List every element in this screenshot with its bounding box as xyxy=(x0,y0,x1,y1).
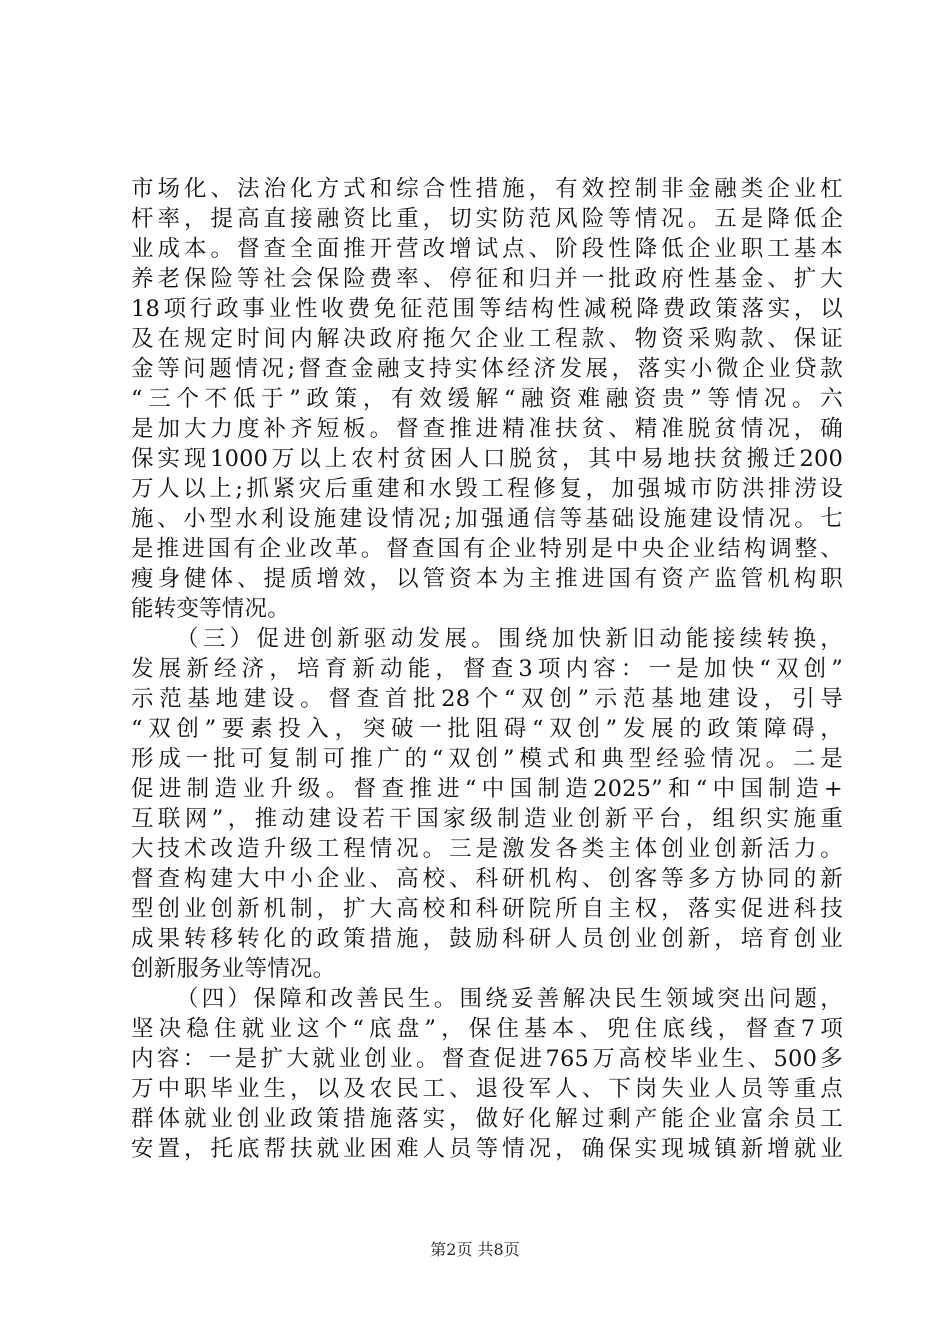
text-line: 群体就业创业政策措施落实，做好化解过剩产能企业富余员工 xyxy=(131,1106,843,1132)
text-line: 瘦身健体、提质增效，以管资本为主推进国有资产监管机构职 xyxy=(131,566,843,592)
text-line: （三）促进创新驱动发展。围绕加快新旧动能接续转换， xyxy=(176,626,843,652)
text-line: 大技术改造升级工程情况。三是激发各类主体创业创新活力。 xyxy=(131,836,843,862)
text-line: 安置，托底帮扶就业困难人员等情况，确保实现城镇新增就业 xyxy=(131,1136,843,1162)
page-footer: 第2页 共8页 xyxy=(430,1240,520,1259)
text-line: 促进制造业升级。督查推进“中国制造2025”和“中国制造+ xyxy=(131,776,843,802)
document-body xyxy=(131,174,843,1164)
text-line: 创新服务业等情况。 xyxy=(131,956,336,982)
text-line: 养老保险等社会保险费率、停征和归并一批政府性基金、扩大 xyxy=(131,266,843,292)
text-line: 发展新经济，培育新动能，督查3项内容：一是加快“双创” xyxy=(131,656,843,682)
text-line: 型创业创新机制，扩大高校和科研院所自主权，落实促进科技 xyxy=(131,896,843,922)
text-line: 内容：一是扩大就业创业。督查促进765万高校毕业生、500多 xyxy=(131,1046,843,1072)
text-line: 保实现1000万以上农村贫困人口脱贫，其中易地扶贫搬迁200 xyxy=(131,446,843,472)
text-line: 示范基地建设。督查首批28个“双创”示范基地建设，引导 xyxy=(131,686,843,712)
text-line: （四）保障和改善民生。围绕妥善解决民生领域突出问题， xyxy=(176,986,843,1012)
text-line: “三个不低于”政策，有效缓解“融资难融资贵”等情况。六 xyxy=(131,386,843,412)
text-line: 是加大力度补齐短板。督查推进精准扶贫、精准脱贫情况，确 xyxy=(131,416,843,442)
text-line: 18项行政事业性收费免征范围等结构性减税降费政策落实，以 xyxy=(131,296,843,322)
text-line: 施、小型水利设施建设情况;加强通信等基础设施建设情况。七 xyxy=(131,506,843,532)
text-line: 成果转移转化的政策措施，鼓励科研人员创业创新，培育创业 xyxy=(131,926,843,952)
text-line: 及在规定时间内解决政府拖欠企业工程款、物资采购款、保证 xyxy=(131,326,843,352)
text-line: 督查构建大中小企业、高校、科研机构、创客等多方协同的新 xyxy=(131,866,843,892)
text-line: 万人以上;抓紧灾后重建和水毁工程修复，加强城市防洪排涝设 xyxy=(131,476,843,502)
text-line: 市场化、法治化方式和综合性措施，有效控制非金融类企业杠 xyxy=(131,176,843,202)
text-line: 形成一批可复制可推广的“双创”模式和典型经验情况。二是 xyxy=(131,746,843,772)
text-line: 杆率，提高直接融资比重，切实防范风险等情况。五是降低企 xyxy=(131,206,843,232)
text-line: 是推进国有企业改革。督查国有企业特别是中央企业结构调整、 xyxy=(131,536,843,562)
text-line: 互联网”，推动建设若干国家级制造业创新平台，组织实施重 xyxy=(131,806,843,832)
text-line: 业成本。督查全面推开营改增试点、阶段性降低企业职工基本 xyxy=(131,236,843,262)
text-line: 坚决稳住就业这个“底盘”，保住基本、兜住底线，督查7项 xyxy=(131,1016,843,1042)
text-line: 能转变等情况。 xyxy=(131,596,290,622)
text-line: 万中职毕业生，以及农民工、退役军人、下岗失业人员等重点 xyxy=(131,1076,843,1102)
text-line: “双创”要素投入，突破一批阻碍“双创”发展的政策障碍， xyxy=(131,716,843,742)
text-line: 金等问题情况;督查金融支持实体经济发展，落实小微企业贷款 xyxy=(131,356,843,382)
